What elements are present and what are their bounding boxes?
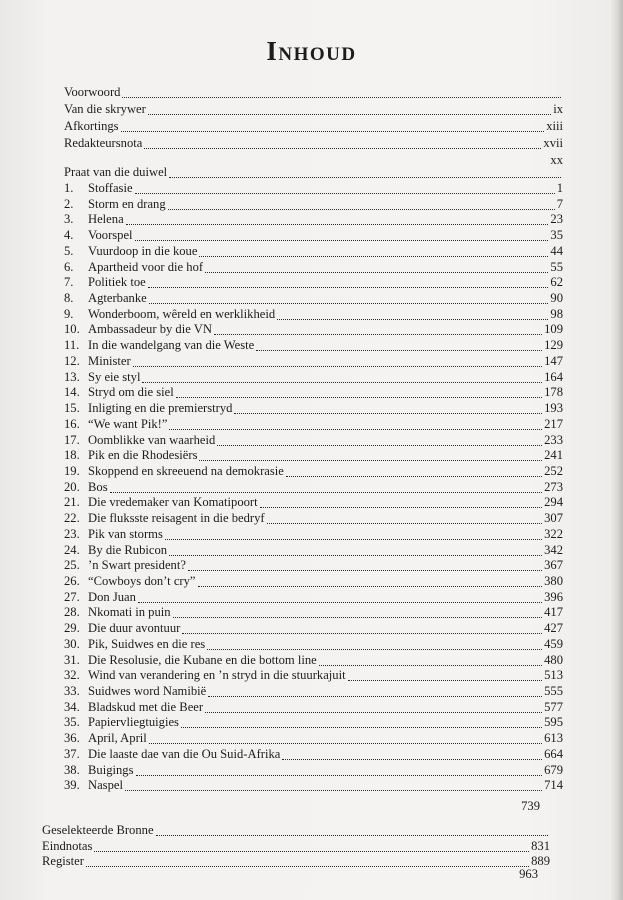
chapter-entry <box>64 730 563 747</box>
chapter-number: 25. <box>64 558 80 572</box>
dot-leader <box>188 569 542 571</box>
dot-leader <box>217 444 542 446</box>
chapter-number: 8. <box>64 291 74 305</box>
dot-leader <box>169 554 542 556</box>
dot-leader <box>126 223 549 225</box>
chapter-number: 19. <box>64 464 80 478</box>
chapter-number: 20. <box>64 480 80 494</box>
entry-title: Die Resolusie, die Kubane en die bottom line <box>88 653 317 667</box>
page-number: 129 <box>544 338 563 352</box>
dot-leader <box>267 522 543 524</box>
entry-title: ’n Swart president? <box>88 558 186 572</box>
part-title <box>64 164 563 181</box>
page-number: 427 <box>544 621 563 635</box>
dot-leader <box>156 834 548 836</box>
chapter-number: 22. <box>64 511 80 525</box>
entry-title: Buigings <box>88 763 134 777</box>
page-title: Inhoud <box>266 36 357 66</box>
entry-title: Eindnotas <box>42 839 93 853</box>
chapter-entry <box>64 274 563 291</box>
page-number: 62 <box>550 275 563 289</box>
chapter-number: 6. <box>64 260 74 274</box>
entry-title: Inligting en die premierstryd <box>88 401 233 415</box>
chapter-entry <box>64 636 563 653</box>
chapter-entry <box>64 526 563 543</box>
dot-leader <box>234 412 542 414</box>
chapter-entry <box>64 227 563 244</box>
dot-leader <box>169 176 561 178</box>
page-number: 613 <box>544 731 563 745</box>
chapter-entry <box>64 384 563 401</box>
chapter-number: 31. <box>64 653 80 667</box>
chapters-end-page <box>64 798 540 815</box>
entry-title: Ambassadeur by die VN <box>88 322 212 336</box>
entry-title: Voorspel <box>88 228 133 242</box>
page-number: xiii <box>546 119 563 133</box>
dot-leader <box>135 192 555 194</box>
page-number: 417 <box>544 605 563 619</box>
dot-leader <box>348 679 543 681</box>
page-number: 90 <box>550 291 563 305</box>
chapter-number: 10. <box>64 322 80 336</box>
dot-leader <box>173 616 543 618</box>
chapter-entry <box>64 337 563 354</box>
entry-title: Apartheid voor die hof <box>88 260 204 274</box>
entry-title: Geselekteerde Bronne <box>42 823 154 837</box>
chapter-number: 28. <box>64 605 80 619</box>
page-number: 714 <box>544 778 563 792</box>
chapter-number: 18. <box>64 448 80 462</box>
entry-title: Redakteursnota <box>64 136 143 150</box>
entry-title: Bladskud met die Beer <box>88 700 204 714</box>
dot-leader <box>148 286 549 288</box>
dot-leader <box>260 506 543 508</box>
chapter-number: 27. <box>64 590 80 604</box>
chapter-number: 17. <box>64 433 80 447</box>
chapter-number: 1. <box>64 181 74 195</box>
chapter-entry <box>64 243 563 260</box>
dot-leader <box>176 396 542 398</box>
entry-title: Sy eie styl <box>88 370 141 384</box>
dot-leader <box>149 302 549 304</box>
chapter-number: 35. <box>64 715 80 729</box>
front-matter-entry <box>64 135 563 152</box>
entry-title: “Cowboys don’t cry” <box>88 574 196 588</box>
dot-leader <box>277 318 548 320</box>
dot-leader <box>205 271 548 273</box>
page-number: 294 <box>544 495 563 509</box>
dot-leader <box>94 850 529 852</box>
page-number: ix <box>553 102 563 116</box>
chapter-number: 29. <box>64 621 80 635</box>
entry-title: Die laaste dae van die Ou Suid-Afrika <box>88 747 281 761</box>
page-number: 178 <box>544 385 563 399</box>
chapter-number: 23. <box>64 527 80 541</box>
dot-leader <box>135 239 549 241</box>
dot-leader <box>122 96 561 98</box>
page-number: 147 <box>544 354 563 368</box>
entry-title: Pik van storms <box>88 527 163 541</box>
chapter-number: 13. <box>64 370 80 384</box>
page-number: 252 <box>544 464 563 478</box>
entry-title: Papiervliegtuigies <box>88 715 179 729</box>
entry-title: Politiek toe <box>88 275 146 289</box>
entry-title: Pik, Suidwes en die res <box>88 637 206 651</box>
chapter-number: 11. <box>64 338 80 352</box>
chapter-entry <box>64 447 563 464</box>
dot-leader <box>165 538 542 540</box>
entry-title: Storm en drang <box>88 197 166 211</box>
dot-leader <box>138 601 542 603</box>
entry-title: Die vredemaker van Komatipoort <box>88 495 258 509</box>
dot-leader <box>205 711 542 713</box>
dot-leader <box>282 758 542 760</box>
dot-leader <box>144 147 541 149</box>
front-matter-entry <box>64 118 563 135</box>
chapter-entry <box>64 290 563 307</box>
chapter-number: 21. <box>64 495 80 509</box>
chapter-entry <box>64 683 563 700</box>
page-number: 595 <box>544 715 563 729</box>
entry-title: Helena <box>88 212 124 226</box>
entry-title: Wind van verandering en ’n stryd in die stuurkajuit <box>88 668 346 682</box>
chapter-number: 12. <box>64 354 80 368</box>
dot-leader <box>214 333 542 335</box>
page-number: 307 <box>544 511 563 525</box>
page-number: 459 <box>544 637 563 651</box>
entry-title: Skoppend en skreeuend na demokrasie <box>88 464 284 478</box>
page-number: 23 <box>550 212 563 226</box>
chapter-entry <box>64 353 563 370</box>
page-number: 739 <box>521 799 540 813</box>
page-number: xx <box>550 153 563 167</box>
dot-leader <box>168 208 555 210</box>
chapter-number: 3. <box>64 212 74 226</box>
dot-leader <box>133 365 542 367</box>
dot-leader <box>110 491 543 493</box>
dot-leader <box>207 648 542 650</box>
chapter-number: 32. <box>64 668 80 682</box>
page-number: 35 <box>550 228 563 242</box>
chapter-entry <box>64 463 563 480</box>
chapter-number: 15. <box>64 401 80 415</box>
chapter-entry <box>64 604 563 621</box>
page-number: 831 <box>531 839 550 853</box>
page-number: 98 <box>550 307 563 321</box>
page-number: 55 <box>550 260 563 274</box>
page-number: 273 <box>544 480 563 494</box>
page-number: 7 <box>556 197 563 211</box>
entry-title: Voorwoord <box>64 85 121 99</box>
page-number: 193 <box>544 401 563 415</box>
page-number: 217 <box>544 417 563 431</box>
dot-leader <box>208 695 542 697</box>
dot-leader <box>136 774 543 776</box>
page-number: 513 <box>544 668 563 682</box>
entry-title: Naspel <box>88 778 123 792</box>
chapter-number: 24. <box>64 543 80 557</box>
page-number: 233 <box>544 433 563 447</box>
page-number: 480 <box>544 653 563 667</box>
entry-title: April, April <box>88 731 147 745</box>
page-number: 44 <box>550 244 563 258</box>
entry-title: By die Rubicon <box>88 543 168 557</box>
page-number: 241 <box>544 448 563 462</box>
chapter-number: 37. <box>64 747 80 761</box>
entry-title: Wonderboom, wêreld en werklikheid <box>88 307 276 321</box>
page-number: 963 <box>519 867 538 881</box>
front-matter-entry <box>64 101 563 118</box>
chapter-number: 5. <box>64 244 74 258</box>
entry-title: Suidwes word Namibië <box>88 684 207 698</box>
chapter-entry <box>64 667 563 684</box>
chapter-number: 2. <box>64 197 74 211</box>
chapter-number: 34. <box>64 700 80 714</box>
page-number: 889 <box>531 854 550 868</box>
chapter-entry <box>64 211 563 228</box>
chapter-number: 14. <box>64 385 80 399</box>
back-matter-entry <box>42 866 538 883</box>
chapter-number: 26. <box>64 574 80 588</box>
entry-title: Praat van die duiwel <box>64 165 168 179</box>
dot-leader <box>142 381 542 383</box>
entry-title: Stryd om die siel <box>88 385 174 399</box>
chapter-entry <box>64 416 563 433</box>
dot-leader <box>169 428 542 430</box>
page-number: 342 <box>544 543 563 557</box>
dot-leader <box>199 459 542 461</box>
page-number: 109 <box>544 322 563 336</box>
back-matter-entry <box>42 822 550 839</box>
page-number: 164 <box>544 370 563 384</box>
page-number: 555 <box>544 684 563 698</box>
chapter-entry <box>64 180 563 197</box>
chapter-entry <box>64 321 563 338</box>
chapter-number: 9. <box>64 307 74 321</box>
entry-title: Bos <box>88 480 108 494</box>
dot-leader <box>181 726 542 728</box>
front-matter-entry <box>64 84 563 101</box>
entry-title: Oomblikke van waarheid <box>88 433 216 447</box>
chapter-entry <box>64 714 563 731</box>
dot-leader <box>256 349 542 351</box>
chapter-entry <box>64 746 563 763</box>
chapter-entry <box>64 557 563 574</box>
dot-leader <box>149 742 542 744</box>
page-number: 1 <box>556 181 563 195</box>
chapter-number: 30. <box>64 637 80 651</box>
entry-title: Agterbanke <box>88 291 147 305</box>
entry-title: Die duur avontuur <box>88 621 181 635</box>
page-number: 322 <box>544 527 563 541</box>
page-number: 577 <box>544 700 563 714</box>
entry-title: In die wandelgang van die Weste <box>88 338 255 352</box>
chapter-number: 38. <box>64 763 80 777</box>
dot-leader <box>286 475 542 477</box>
chapter-number: 39. <box>64 778 80 792</box>
entry-title: Die fluksste reisagent in die bedryf <box>88 511 265 525</box>
chapter-number: 4. <box>64 228 74 242</box>
dot-leader <box>182 632 542 634</box>
page-number: 380 <box>544 574 563 588</box>
entry-title: Nkomati in puin <box>88 605 171 619</box>
entry-title: Stoffasie <box>88 181 133 195</box>
entry-title: Vuurdoop in die koue <box>88 244 198 258</box>
chapter-entry <box>64 510 563 527</box>
page-edge <box>609 0 623 900</box>
entry-title: Minister <box>88 354 131 368</box>
page-number: 396 <box>544 590 563 604</box>
dot-leader <box>198 585 543 587</box>
page-number: 664 <box>544 747 563 761</box>
entry-title: Afkortings <box>64 119 119 133</box>
entry-title: “We want Pik!” <box>88 417 168 431</box>
dot-leader <box>319 664 542 666</box>
chapter-number: 36. <box>64 731 80 745</box>
page-number: xvii <box>543 136 563 150</box>
dot-leader <box>125 789 542 791</box>
entry-title: Register <box>42 854 84 868</box>
page-number: 367 <box>544 558 563 572</box>
entry-title: Van die skrywer <box>64 102 146 116</box>
chapter-entry <box>64 777 563 794</box>
dot-leader <box>148 113 551 115</box>
chapter-number: 33. <box>64 684 80 698</box>
dot-leader <box>199 255 548 257</box>
page-number: 679 <box>544 763 563 777</box>
chapter-entry <box>64 620 563 637</box>
chapter-entry <box>64 573 563 590</box>
dot-leader <box>121 130 545 132</box>
chapter-number: 16. <box>64 417 80 431</box>
chapter-number: 7. <box>64 275 74 289</box>
entry-title: Pik en die Rhodesiërs <box>88 448 198 462</box>
chapter-entry <box>64 494 563 511</box>
chapter-entry <box>64 400 563 417</box>
entry-title: Don Juan <box>88 590 136 604</box>
